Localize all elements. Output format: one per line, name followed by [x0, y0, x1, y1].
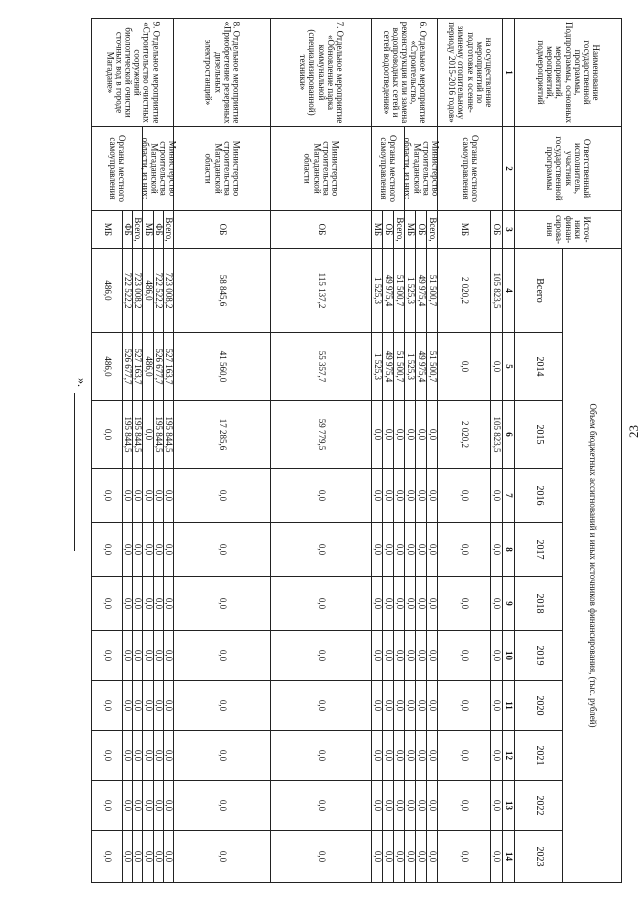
year-value-cell: 0,0	[174, 523, 271, 577]
year-value-cell: 0,0	[133, 681, 143, 731]
table-row	[491, 19, 503, 883]
source-cell: ОБ	[491, 211, 503, 249]
source-cell: МБ	[372, 211, 383, 249]
year-value-cell: 105 823,5	[491, 401, 503, 469]
year-value-cell: 0,0	[405, 731, 416, 781]
header-year: 2018	[515, 577, 563, 631]
year-value-cell: 0,0	[92, 631, 123, 681]
source-cell: ФБ	[123, 211, 133, 249]
total-cell: 722 522,2	[123, 249, 133, 333]
year-value-cell: 0,0	[143, 631, 153, 681]
year-value-cell: 51 500,7	[394, 333, 405, 401]
year-value-cell: 0,0	[416, 831, 427, 883]
source-cell: Всего,	[427, 211, 438, 249]
year-value-cell: 1 525,3	[372, 333, 383, 401]
year-value-cell: 0,0	[427, 831, 438, 883]
name-cell	[174, 19, 271, 127]
total-cell: 486,0	[92, 249, 123, 333]
year-value-cell: 486,0	[92, 333, 123, 401]
total-cell: 105 823,5	[491, 249, 503, 333]
year-value-cell: 527 163,7	[133, 333, 143, 401]
header-year: 2020	[515, 681, 563, 731]
year-value-cell: 0,0	[491, 631, 503, 681]
year-value-cell: 0,0	[153, 681, 163, 731]
year-value-cell: 0,0	[405, 401, 416, 469]
source-cell: ОБ	[416, 211, 427, 249]
year-value-cell: 0,0	[153, 781, 163, 831]
year-value-cell: 0,0	[133, 781, 143, 831]
year-value-cell: 0,0	[133, 469, 143, 523]
total-cell: 2 020,2	[438, 249, 491, 333]
year-value-cell: 0,0	[438, 831, 491, 883]
year-value-cell: 0,0	[405, 831, 416, 883]
year-value-cell: 0,0	[174, 681, 271, 731]
year-value-cell: 2 020,2	[438, 401, 491, 469]
year-value-cell: 59 779,5	[271, 401, 372, 469]
year-value-cell: 0,0	[143, 681, 153, 731]
source-cell: МБ	[438, 211, 491, 249]
name-cell	[271, 19, 372, 127]
year-value-cell: 51 500,7	[427, 333, 438, 401]
year-value-cell: 0,0	[123, 831, 133, 883]
year-value-cell: 0,0	[372, 731, 383, 781]
executor-cell-text: Министерство строительства Магаданской области	[302, 140, 341, 197]
total-cell: 1 525,3	[405, 249, 416, 333]
year-value-cell: 0,0	[143, 577, 153, 631]
column-number: 13	[503, 781, 515, 831]
year-value-cell: 0,0	[427, 401, 438, 469]
closing-mark	[63, 18, 91, 882]
year-value-cell: 0,0	[372, 401, 383, 469]
total-cell: 723 008,2	[133, 249, 143, 333]
year-value-cell: 0,0	[174, 781, 271, 831]
year-value-cell: 49 975,4	[383, 333, 394, 401]
year-value-cell: 0,0	[174, 469, 271, 523]
year-value-cell: 0,0	[416, 631, 427, 681]
year-value-cell: 0,0	[394, 831, 405, 883]
year-value-cell: 0,0	[153, 523, 163, 577]
year-value-cell: 0,0	[383, 781, 394, 831]
year-value-cell: 0,0	[153, 631, 163, 681]
budget-table	[91, 18, 622, 883]
year-value-cell: 0,0	[153, 731, 163, 781]
year-value-cell: 0,0	[427, 577, 438, 631]
source-cell: МБ	[405, 211, 416, 249]
year-value-cell: 0,0	[143, 731, 153, 781]
year-value-cell: 0,0	[372, 831, 383, 883]
year-value-cell: 195 844,5	[123, 401, 133, 469]
name-cell	[438, 19, 503, 127]
year-value-cell: 0,0	[438, 523, 491, 577]
executor-cell	[271, 127, 372, 211]
year-value-cell: 0,0	[163, 523, 173, 577]
year-value-cell: 0,0	[416, 401, 427, 469]
year-value-cell: 0,0	[92, 831, 123, 883]
year-value-cell: 0,0	[143, 523, 153, 577]
total-cell: 51 500,7	[394, 249, 405, 333]
year-value-cell: 0,0	[174, 577, 271, 631]
source-cell: Всего,	[163, 211, 173, 249]
year-value-cell: 1 525,3	[405, 333, 416, 401]
year-value-cell: 0,0	[174, 731, 271, 781]
year-value-cell: 0,0	[416, 781, 427, 831]
year-value-cell: 0,0	[405, 781, 416, 831]
year-value-cell: 0,0	[383, 731, 394, 781]
year-value-cell: 0,0	[438, 781, 491, 831]
name-cell-text: на осуществление мероприятий по подготовке к осенне-зимнему отопительному периоду 2015-2016 годов»	[447, 22, 494, 123]
total-cell: 723 008,2	[163, 249, 173, 333]
year-value-cell: 0,0	[133, 831, 143, 883]
column-number: 12	[503, 731, 515, 781]
executor-cell	[372, 127, 405, 211]
source-cell: ОБ	[174, 211, 271, 249]
year-value-cell: 0,0	[383, 631, 394, 681]
total-cell: 58 845,6	[174, 249, 271, 333]
header-year: 2014	[515, 333, 563, 401]
year-value-cell: 0,0	[143, 831, 153, 883]
year-value-cell: 0,0	[438, 577, 491, 631]
year-value-cell: 0,0	[163, 731, 173, 781]
name-cell	[92, 19, 174, 127]
column-number: 4	[503, 249, 515, 333]
year-value-cell: 0,0	[174, 831, 271, 883]
year-value-cell: 0,0	[92, 523, 123, 577]
table-row	[163, 19, 173, 883]
column-number: 6	[503, 401, 515, 469]
year-value-cell: 0,0	[405, 523, 416, 577]
header-funding: Объем бюджетных ассигнований и иных источников финансирования, (тыс. рублей)	[563, 249, 622, 883]
year-value-cell: 0,0	[92, 401, 123, 469]
name-cell	[372, 19, 438, 127]
year-value-cell: 0,0	[372, 469, 383, 523]
year-value-cell: 0,0	[438, 631, 491, 681]
year-value-cell: 0,0	[394, 781, 405, 831]
year-value-cell: 0,0	[123, 631, 133, 681]
column-number: 1	[503, 19, 515, 127]
closing-quote: ».	[75, 378, 90, 387]
year-value-cell: 0,0	[405, 681, 416, 731]
name-cell-text: 6. Отдельное мероприятие «Строительство, реконструкция или замена водопроводных сетей и сетей водоотведения»	[381, 21, 429, 124]
header-total: Всего	[515, 249, 563, 333]
total-cell: 51 500,7	[427, 249, 438, 333]
year-value-cell: 0,0	[123, 731, 133, 781]
year-value-cell: 0,0	[372, 577, 383, 631]
year-value-cell: 0,0	[383, 831, 394, 883]
year-value-cell: 0,0	[133, 523, 143, 577]
year-value-cell: 0,0	[438, 731, 491, 781]
year-value-cell: 0,0	[271, 831, 372, 883]
year-value-cell: 0,0	[383, 401, 394, 469]
year-value-cell: 0,0	[123, 469, 133, 523]
year-value-cell: 0,0	[491, 781, 503, 831]
year-value-cell: 0,0	[394, 523, 405, 577]
source-cell: ОБ	[383, 211, 394, 249]
header-year: 2019	[515, 631, 563, 681]
year-value-cell: 0,0	[143, 781, 153, 831]
year-value-cell: 0,0	[427, 631, 438, 681]
total-cell: 49 975,4	[383, 249, 394, 333]
year-value-cell: 195 844,5	[133, 401, 143, 469]
year-value-cell: 0,0	[394, 681, 405, 731]
year-value-cell: 0,0	[438, 469, 491, 523]
year-value-cell: 0,0	[123, 681, 133, 731]
executor-cell-text: Министерство строительства Магаданской области, из них:	[140, 137, 178, 200]
year-value-cell: 0,0	[163, 469, 173, 523]
header-year: 2023	[515, 831, 563, 883]
source-cell: Всего,	[394, 211, 405, 249]
year-value-cell: 0,0	[405, 577, 416, 631]
source-cell: Всего,	[133, 211, 143, 249]
year-value-cell: 0,0	[271, 781, 372, 831]
year-value-cell: 0,0	[416, 523, 427, 577]
year-value-cell: 41 560,0	[174, 333, 271, 401]
column-number-row	[503, 19, 515, 883]
year-value-cell: 0,0	[271, 681, 372, 731]
year-value-cell: 0,0	[491, 577, 503, 631]
year-value-cell: 0,0	[383, 523, 394, 577]
rotated-page	[63, 18, 622, 882]
total-cell: 49 975,4	[416, 249, 427, 333]
source-cell: ФБ	[153, 211, 163, 249]
year-value-cell: 0,0	[416, 469, 427, 523]
year-value-cell: 0,0	[153, 831, 163, 883]
year-value-cell: 0,0	[163, 681, 173, 731]
table-row	[271, 19, 372, 883]
year-value-cell: 0,0	[92, 781, 123, 831]
year-value-cell: 0,0	[491, 333, 503, 401]
executor-cell	[92, 127, 143, 211]
year-value-cell: 0,0	[372, 781, 383, 831]
header-year: 2015	[515, 401, 563, 469]
column-number: 2	[503, 127, 515, 211]
header-executor: Ответственный исполнитель, участник государственной программы	[515, 127, 622, 211]
year-value-cell: 0,0	[372, 631, 383, 681]
year-value-cell: 0,0	[491, 469, 503, 523]
year-value-cell: 0,0	[438, 681, 491, 731]
total-cell: 115 137,2	[271, 249, 372, 333]
year-value-cell: 0,0	[394, 731, 405, 781]
year-value-cell: 0,0	[163, 631, 173, 681]
year-value-cell: 0,0	[491, 831, 503, 883]
year-value-cell: 0,0	[372, 523, 383, 577]
column-number: 11	[503, 681, 515, 731]
source-cell: МБ	[143, 211, 153, 249]
year-value-cell: 0,0	[143, 401, 153, 469]
column-number: 5	[503, 333, 515, 401]
year-value-cell: 526 677,7	[153, 333, 163, 401]
header-year: 2016	[515, 469, 563, 523]
year-value-cell: 0,0	[491, 681, 503, 731]
executor-cell-text: Органы местного самоуправления	[379, 135, 399, 202]
year-value-cell: 0,0	[383, 681, 394, 731]
year-value-cell: 17 285,6	[174, 401, 271, 469]
year-value-cell: 0,0	[416, 731, 427, 781]
column-number: 9	[503, 577, 515, 631]
page-number: 23	[626, 425, 641, 438]
header-year: 2022	[515, 781, 563, 831]
executor-cell-text: Органы местного самоуправления	[461, 135, 481, 202]
year-value-cell: 0,0	[92, 731, 123, 781]
executor-cell	[140, 127, 178, 211]
year-value-cell: 526 677,7	[123, 333, 133, 401]
year-value-cell: 0,0	[427, 681, 438, 731]
column-number: 3	[503, 211, 515, 249]
executor-cell-text: Министерство строительства Магаданской области, из них:	[402, 137, 441, 200]
year-value-cell: 0,0	[92, 469, 123, 523]
column-number: 10	[503, 631, 515, 681]
year-value-cell: 0,0	[416, 577, 427, 631]
executor-cell	[174, 127, 271, 211]
year-value-cell: 0,0	[163, 577, 173, 631]
year-value-cell: 486,0	[143, 333, 153, 401]
year-value-cell: 0,0	[123, 577, 133, 631]
column-number: 7	[503, 469, 515, 523]
year-value-cell: 0,0	[383, 577, 394, 631]
source-cell: ОБ	[271, 211, 372, 249]
year-value-cell: 0,0	[123, 523, 133, 577]
year-value-cell: 0,0	[405, 631, 416, 681]
year-value-cell: 0,0	[427, 469, 438, 523]
source-cell: МБ	[92, 211, 123, 249]
column-number: 14	[503, 831, 515, 883]
total-cell: 486,0	[143, 249, 153, 333]
table-row	[427, 19, 438, 883]
year-value-cell: 0,0	[491, 731, 503, 781]
year-value-cell: 0,0	[133, 631, 143, 681]
header-name: Наименование государственной программы, Подпрограммы, основных мероприятий, мероприятий, подмероприятий	[515, 19, 622, 127]
year-value-cell: 0,0	[438, 333, 491, 401]
year-value-cell: 0,0	[427, 731, 438, 781]
name-cell-text: 8. Отдельное мероприятие «Приобретение резервных дизельных электростанций»	[203, 21, 242, 124]
year-value-cell: 195 844,5	[163, 401, 173, 469]
year-value-cell: 0,0	[133, 577, 143, 631]
name-cell-text: 7. Отдельное мероприятие «Обновление парка коммунальной (специализированной) техники»	[298, 21, 345, 124]
closing-line	[74, 393, 75, 551]
year-value-cell: 0,0	[394, 401, 405, 469]
column-number: 8	[503, 523, 515, 577]
year-value-cell: 0,0	[394, 577, 405, 631]
year-value-cell: 0,0	[271, 631, 372, 681]
year-value-cell: 0,0	[383, 469, 394, 523]
year-value-cell: 0,0	[153, 469, 163, 523]
year-value-cell: 0,0	[133, 731, 143, 781]
year-value-cell: 55 357,7	[271, 333, 372, 401]
year-value-cell: 0,0	[92, 577, 123, 631]
executor-cell-text: Органы местного самоуправления	[108, 135, 128, 202]
year-value-cell: 527 163,7	[163, 333, 173, 401]
year-value-cell: 0,0	[123, 781, 133, 831]
year-value-cell: 0,0	[416, 681, 427, 731]
year-value-cell: 0,0	[372, 681, 383, 731]
year-value-cell: 49 975,4	[416, 333, 427, 401]
year-value-cell: 0,0	[271, 523, 372, 577]
year-value-cell: 0,0	[405, 469, 416, 523]
header-year: 2021	[515, 731, 563, 781]
year-value-cell: 0,0	[92, 681, 123, 731]
year-value-cell: 0,0	[394, 469, 405, 523]
executor-cell-text: Министерство строительства Магаданской области	[203, 140, 242, 197]
year-value-cell: 0,0	[271, 469, 372, 523]
header-year: 2017	[515, 523, 563, 577]
executor-cell	[438, 127, 503, 211]
year-value-cell: 0,0	[427, 523, 438, 577]
name-cell-text: 9. Отдельное мероприятие «Строительство очистных сооружений биологической очистки сточных вод в городе Магадане»	[105, 21, 162, 124]
year-value-cell: 0,0	[271, 577, 372, 631]
year-value-cell: 0,0	[174, 631, 271, 681]
year-value-cell: 0,0	[394, 631, 405, 681]
year-value-cell: 195 844,5	[153, 401, 163, 469]
year-value-cell: 0,0	[163, 831, 173, 883]
total-cell: 722 522,2	[153, 249, 163, 333]
year-value-cell: 0,0	[271, 731, 372, 781]
year-value-cell: 0,0	[153, 577, 163, 631]
year-value-cell: 0,0	[491, 523, 503, 577]
year-value-cell: 0,0	[427, 781, 438, 831]
header-source: Источ-ники финан-сирова-ния	[515, 211, 622, 249]
year-value-cell: 0,0	[163, 781, 173, 831]
year-value-cell: 0,0	[143, 469, 153, 523]
table-row	[174, 19, 271, 883]
executor-cell	[402, 127, 441, 211]
total-cell: 1 525,3	[372, 249, 383, 333]
